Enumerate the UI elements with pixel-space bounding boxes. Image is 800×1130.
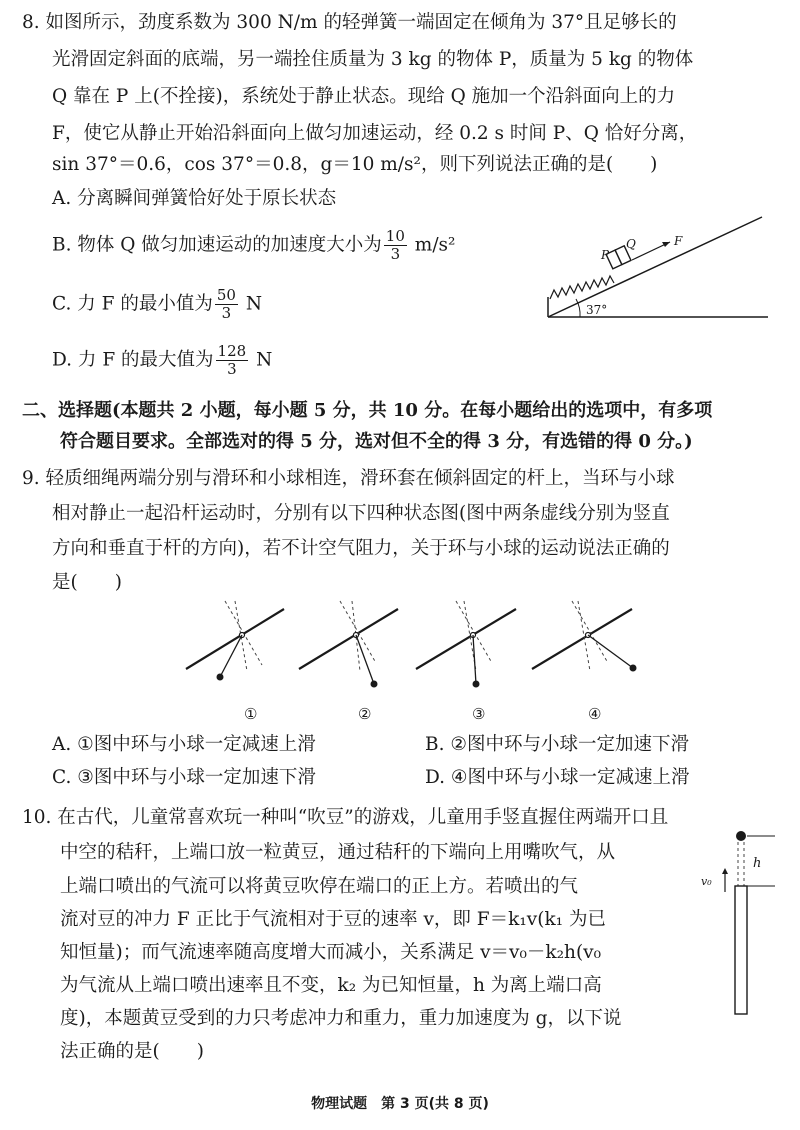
q8-option-c-text: C. 力 F 的最小值为 — [52, 293, 213, 315]
fraction-numerator: 128 — [217, 342, 247, 360]
rope — [473, 635, 476, 684]
velocity-arrowhead — [722, 868, 728, 874]
q10-line-2: 中空的秸秆，上端口放一粒黄豆，通过秸秆的下端向上用嘴吹气，从 — [60, 842, 616, 863]
q9-line-2: 相对静止一起沿杆运动时，分别有以下四种状态图(图中两条虚线分别为竖直 — [52, 503, 670, 524]
label-q: Q — [626, 237, 636, 251]
figure-label-3: ③ — [472, 705, 486, 723]
q8-option-d-unit: N — [256, 349, 273, 371]
label-f: F — [674, 234, 683, 248]
q8-line-4: F，使它从静止开始沿斜面向上做匀加速运动，经 0.2 s 时间 P、Q 恰好分离， — [52, 123, 698, 144]
q8-line-1: 8. 如图所示，劲度系数为 300 N/m 的轻弹簧一端固定在倾角为 37°且足够长的 — [22, 12, 677, 33]
fraction-denominator: 3 — [390, 245, 401, 263]
q9-option-d: D. ④图中环与小球一定减速上滑 — [425, 767, 690, 788]
q10-line-6: 为气流从上端口喷出速率且不变，k₂ 为已知恒量，h 为离上端口高 — [60, 975, 602, 996]
q10-line-7: 度)，本题黄豆受到的力只考虑冲力和重力，重力加速度为 g，以下说 — [60, 1008, 622, 1029]
q10-line-8: 法正确的是( ) — [60, 1041, 204, 1062]
section-2-heading-line-2: 符合题目要求。全部选对的得 5 分，选对但不全的得 3 分，有选错的得 0 分。) — [60, 431, 693, 452]
ball — [371, 681, 378, 688]
label-p: P — [601, 248, 610, 262]
label-h: h — [753, 856, 762, 871]
q10-straw-figure — [695, 828, 785, 1018]
q8-line-2: 光滑固定斜面的底端，另一端拴住质量为 3 kg 的物体 P，质量为 5 kg 的物体 — [52, 49, 694, 70]
q9-option-c: C. ③图中环与小球一定加速下滑 — [52, 767, 316, 788]
q8-option-d-text: D. 力 F 的最大值为 — [52, 349, 214, 371]
figure-label-4: ④ — [588, 705, 602, 723]
q8-option-b-unit: m/s² — [414, 234, 456, 256]
fraction-denominator: 3 — [221, 304, 232, 322]
q9-figure-3 — [416, 601, 516, 688]
rod — [299, 609, 398, 669]
q9-option-b: B. ②图中环与小球一定加速下滑 — [425, 734, 689, 755]
incline-surface — [548, 217, 762, 317]
fraction-denominator: 3 — [227, 360, 237, 378]
label-v0: v₀ — [701, 875, 712, 888]
ball — [217, 674, 224, 681]
q9-option-a: A. ①图中环与小球一定减速上滑 — [52, 734, 316, 755]
q9-figures — [180, 597, 650, 727]
q10-line-1: 10. 在古代，儿童常喜欢玩一种叫“吹豆”的游戏，儿童用手竖直握住两端开口且 — [22, 807, 669, 828]
q9-line-4: 是( ) — [52, 572, 122, 593]
spring — [550, 276, 614, 299]
angle-label: 37° — [586, 303, 608, 317]
rope — [588, 635, 633, 668]
q8-option-b — [52, 228, 455, 263]
q9-line-1: 9. 轻质细绳两端分别与滑环和小球相连，滑环套在倾斜固定的杆上，当环与小球 — [22, 468, 675, 489]
q9-line-3: 方向和垂直于杆的方向)，若不计空气阻力，关于环与小球的运动说法正确的 — [52, 538, 670, 559]
q8-option-d-fraction — [216, 343, 249, 378]
q8-line-5: sin 37°＝0.6，cos 37°＝0.8，g＝10 m/s²，则下列说法正确的是( ) — [52, 154, 658, 175]
fraction-numerator: 10 — [385, 227, 405, 245]
q8-line-3: Q 靠在 P 上(不拴接)，系统处于静止状态。现给 Q 施加一个沿斜面向上的力 — [52, 86, 676, 107]
ball — [473, 681, 480, 688]
q10-line-4: 流对豆的冲力 F 正比于气流相对于豆的速率 v，即 F＝k₁v(k₁ 为已 — [60, 909, 606, 930]
perpendicular-dashed — [572, 601, 608, 663]
q8-option-d — [52, 343, 272, 378]
q8-incline-figure — [540, 215, 775, 325]
q8-option-c — [52, 287, 262, 322]
rope — [356, 635, 374, 684]
q9-figure-4 — [532, 601, 637, 672]
q8-option-c-unit: N — [245, 293, 263, 315]
q8-option-b-fraction — [384, 228, 407, 263]
force-arrowhead — [662, 242, 670, 247]
q9-figure-2 — [299, 601, 398, 688]
figure-label-1: ① — [244, 705, 258, 723]
bean — [736, 831, 746, 841]
q8-option-a: A. 分离瞬间弹簧恰好处于原长状态 — [52, 188, 337, 209]
ball — [630, 665, 637, 672]
q8-option-b-text: B. 物体 Q 做匀加速运动的加速度大小为 — [52, 234, 382, 256]
q8-option-c-fraction — [215, 287, 238, 322]
page-footer: 物理试题 第 3 页(共 8 页) — [311, 1096, 489, 1112]
q9-figure-1 — [186, 601, 284, 681]
q10-line-3: 上端口喷出的气流可以将黄豆吹停在端口的正上方。若喷出的气 — [60, 876, 579, 897]
figure-label-2: ② — [358, 705, 372, 723]
section-2-heading-line-1: 二、选择题(本题共 2 小题，每小题 5 分，共 10 分。在每小题给出的选项中，有多项 — [22, 400, 713, 421]
fraction-numerator: 50 — [216, 286, 236, 304]
q10-line-5: 知恒量)；而气流速率随高度增大而减小，关系满足 v＝v₀－k₂h(v₀ — [60, 942, 602, 963]
straw — [735, 886, 747, 1014]
